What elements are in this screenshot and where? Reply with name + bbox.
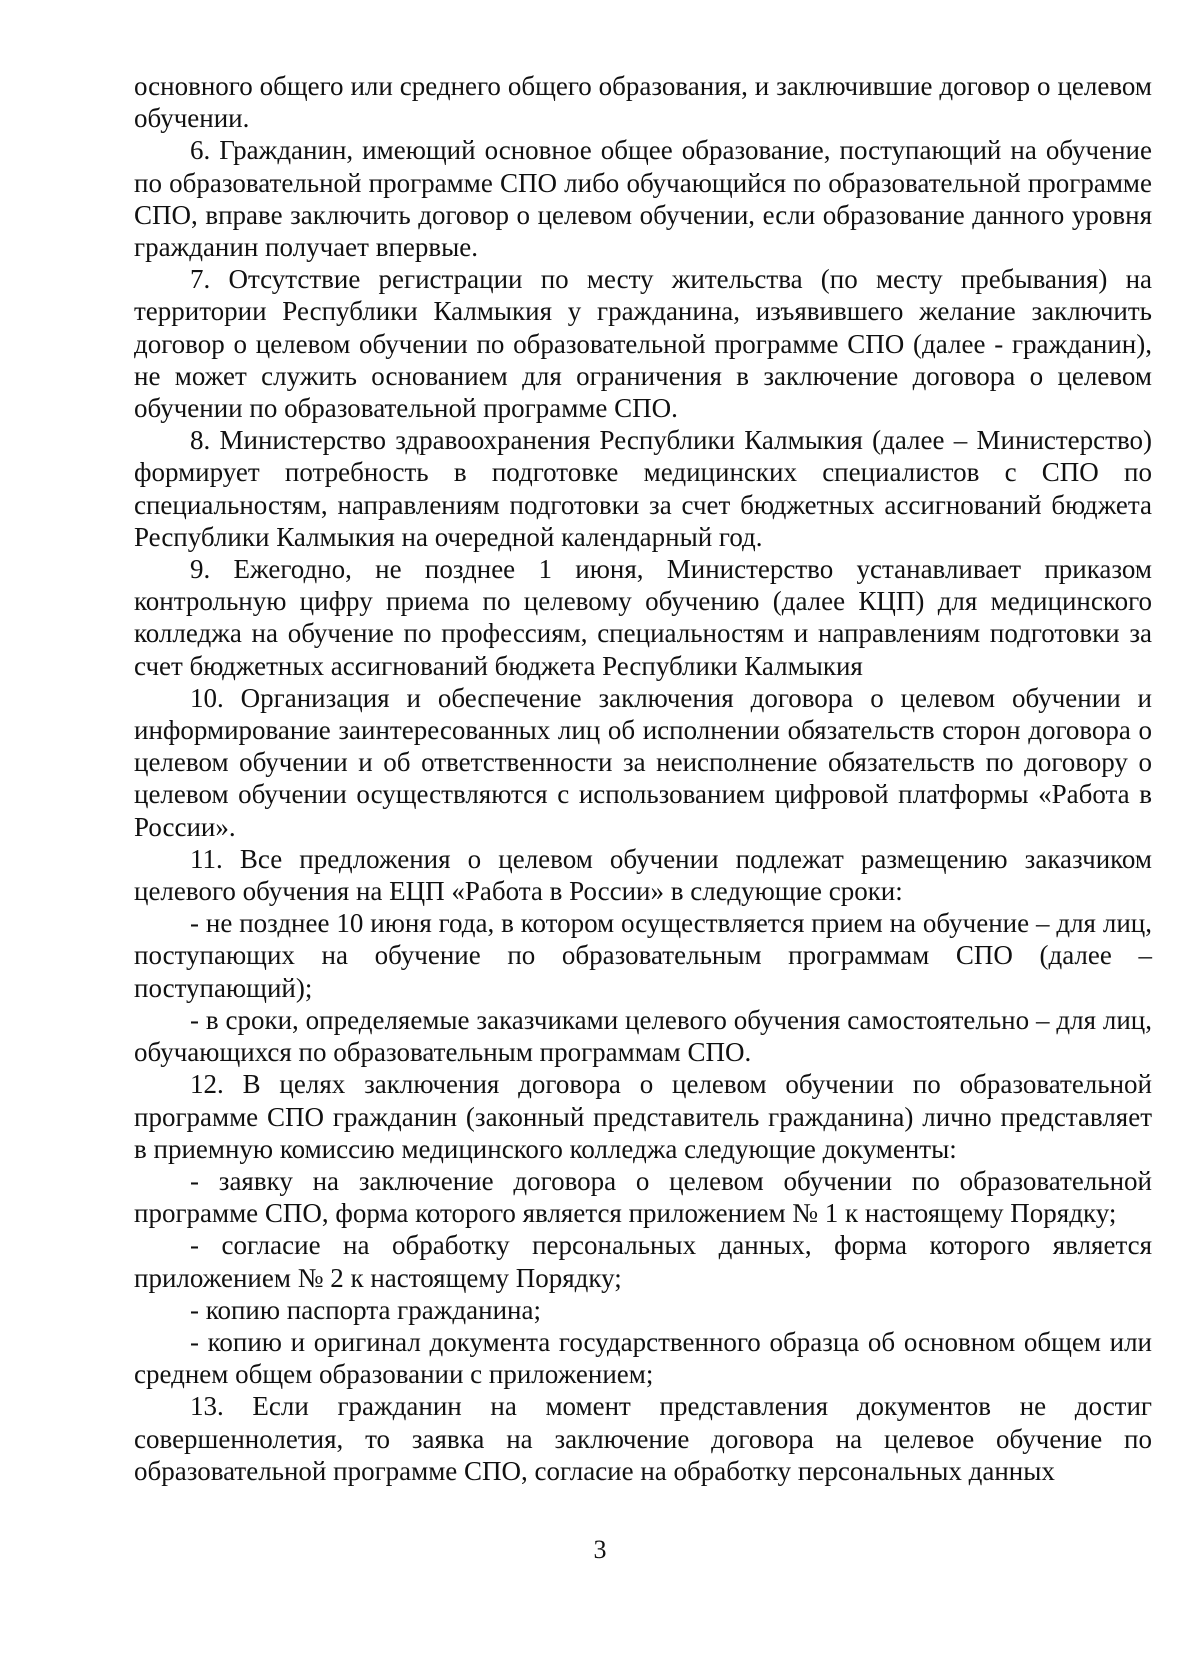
paragraph-continuation: основного общего или среднего общего образования, и заключившие договор о целевом обучении.	[134, 71, 1152, 134]
paragraph-13: 13. Если гражданин на момент представления документов не достиг совершеннолетия, то заявка на заключение договора на целевое обучение по образовательной программе СПО, согласие на обработку персональных данных	[134, 1391, 1152, 1486]
paragraph-9: 9. Ежегодно, не позднее 1 июня, Министерство устанавливает приказом контрольную цифру приема по целевому обучению (далее КЦП) для медицинского колледжа на обучение по профессиям, специальностям и направлениям подготовки за счет бюджетных ассигнований бюджета Республики Калмыкия	[134, 554, 1152, 681]
paragraph-12-item-4: - копию и оригинал документа государственного образца об основном общем или среднем общем образовании с приложением;	[134, 1326, 1152, 1390]
paragraph-6: 6. Гражданин, имеющий основное общее образование, поступающий на обучение по образовательной программе СПО либо обучающийся по образовательной программе СПО, вправе заключить договор о целевом обучении, если образование данного уровня гражданин получает впервые.	[134, 135, 1152, 263]
page-number: 3	[593, 1535, 607, 1564]
paragraph-12: 12. В целях заключения договора о целевом обучении по образовательной программе СПО гражданин (законный представитель гражданина) лично представляет в приемную комиссию медицинского колледжа следующие документы:	[134, 1069, 1152, 1164]
paragraph-12-item-3: - копию паспорта гражданина;	[190, 1294, 541, 1325]
paragraph-8: 8. Министерство здравоохранения Республики Калмыкия (далее – Министерство) формирует потребность в подготовке медицинских специалистов с СПО по специальностям, направлениям подготовки за счет бюджетных ассигнований бюджета Республики Калмыкия на очередной календарный год.	[134, 425, 1152, 552]
paragraph-12-item-1: - заявку на заключение договора о целевом обучении по образовательной программе СПО, форма которого является приложением № 1 к настоящему Порядку;	[134, 1165, 1152, 1229]
document-body	[134, 70, 1152, 1487]
paragraph-11-item-1: - не позднее 10 июня года, в котором осуществляется прием на обучение – для лиц, поступающих на обучение по образовательным программам СПО (далее – поступающий);	[134, 908, 1152, 1003]
paragraph-11: 11. Все предложения о целевом обучении подлежат размещению заказчиком целевого обучения на ЕЦП «Работа в России» в следующие сроки:	[134, 843, 1152, 907]
paragraph-11-item-2: - в сроки, определяемые заказчиками целевого обучения самостоятельно – для лиц, обучающихся по образовательным программам СПО.	[134, 1004, 1152, 1068]
paragraph-12-item-2: - согласие на обработку персональных данных, форма которого является приложением № 2 к настоящему Порядку;	[134, 1230, 1152, 1293]
paragraph-7: 7. Отсутствие регистрации по месту жительства (по месту пребывания) на территории Республики Калмыкия у гражданина, изъявившего желание заключить договор о целевом обучении по образовательной программе СПО (далее - гражданин), не может служить основанием для ограничения в заключение договора о целевом обучении по образовательной программе СПО.	[134, 264, 1152, 424]
paragraph-10: 10. Организация и обеспечение заключения договора о целевом обучении и информирование заинтересованных лиц об исполнении обязательств сторон договора о целевом обучении и об ответственности за неисполнение обязательств по договору о целевом обучении осуществляются с использованием цифровой платформы «Работа в России».	[134, 682, 1152, 842]
